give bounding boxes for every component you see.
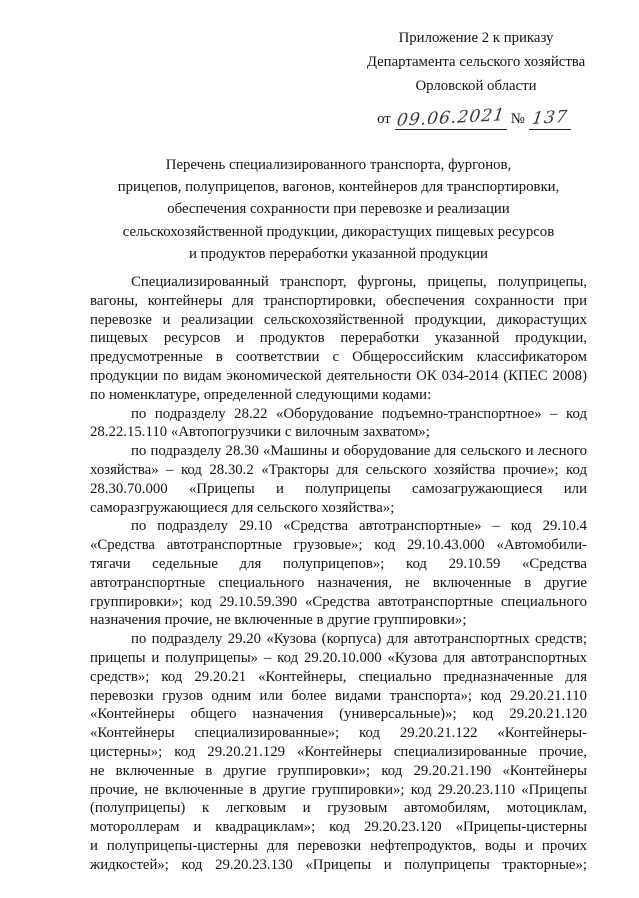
title-line: и продуктов переработки указанной продукции (189, 245, 488, 262)
body-line: по номенклатуре, определенной следующими кодами: (90, 386, 432, 403)
appendix-header (352, 26, 600, 130)
order-number-field (529, 103, 571, 130)
handwritten-order-number: 137 (530, 107, 569, 129)
paragraph-section-28-22 (90, 405, 587, 443)
appendix-label: Приложение 2 к приказу (398, 30, 554, 46)
title-line: обеспечения сохранности при перевозке и реализации (167, 201, 510, 218)
body-line: жидкостей»; код 29.20.23.130 «Прицепы и полуприцепы тракторные»; (90, 856, 587, 873)
document-title (90, 154, 587, 265)
body-line: мотороллерам и квадрациклам»; код 29.20.23.120 «Прицепы-цистерны (90, 819, 587, 836)
body-line: средств»; код 29.20.21 «Контейнеры, специально предназначенные для (90, 668, 587, 685)
body-line: перевозки грузов одним или более видами транспорта»; код 29.20.21.110 (90, 687, 587, 704)
title-line: Перечень специализированного транспорта, фургонов, (165, 157, 512, 173)
body-line: группировки»; код 29.10.59.390 «Средства автотранспортные специального (90, 593, 587, 610)
body-line: предусмотренные в соответствии с Общероссийским классификатором (90, 349, 587, 366)
body-line: по подразделу 29.20 «Кузова (корпуса) для автотранспортных средств; (131, 631, 587, 648)
number-sign: № (510, 111, 525, 127)
handwritten-date: 09.06.2021 (395, 105, 507, 131)
order-date-field (395, 103, 507, 130)
body-line: саморазгружающиеся для сельского хозяйства»; (90, 499, 395, 516)
body-line: Специализированный транспорт, фургоны, прицепы, полуприцепы, (131, 274, 587, 290)
body-line: «Контейнеры специализированные»; код 29.20.21.122 «Контейнеры- (90, 725, 587, 742)
date-prefix: от (377, 111, 391, 127)
paragraph-intro (90, 273, 587, 405)
department-name: Департамента сельского хозяйства (366, 54, 586, 70)
order-date-line (352, 100, 600, 130)
body-line: цистерны»; код 29.20.21.129 «Контейнеры специализированные прочие, (90, 743, 587, 760)
body-line: не включенные в другие группировки»; код 29.20.21.190 «Контейнеры (90, 762, 587, 779)
title-line: прицепов, полуприцепов, вагонов, контейнеров для транспортировки, (117, 179, 560, 196)
paragraph-section-29-20 (90, 630, 587, 874)
body-line: тягачи седельные для полуприцепов»; код 29.10.59 «Средства (90, 555, 587, 572)
body-line: перевозке и реализации сельскохозяйственной продукции, дикорастущих (90, 311, 587, 328)
body-line: по подразделу 28.22 «Оборудование подъемно-транспортное» – код (131, 405, 587, 422)
body-line: «Средства автотранспортные грузовые»; код 29.10.43.000 «Автомобили- (90, 537, 587, 554)
body-line: прочие, не включенные в другие группировки»; код 29.20.23.110 «Прицепы (90, 781, 587, 798)
body-line: «Контейнеры общего назначения (универсальные)»; код 29.20.21.120 (90, 706, 587, 723)
body-line: вагоны, контейнеры для транспортировки, обеспечения сохранности при (90, 292, 587, 309)
body-line: пищевых ресурсов и продуктов переработки указанной продукции, (90, 330, 587, 347)
body-line: прицепы и полуприцепы» – код 29.20.10.000 «Кузова для автотранспортных (90, 649, 587, 666)
paragraph-section-28-30 (90, 442, 587, 517)
paragraph-section-29-10 (90, 517, 587, 630)
body-line: продукции по видам экономической деятельности ОК 034-2014 (КПЕС 2008) (90, 367, 587, 384)
document-body (90, 273, 587, 875)
body-line: по подразделу 29.10 «Средства автотранспортные» – код 29.10.4 (131, 518, 587, 535)
body-line: по подразделу 28.30 «Машины и оборудование для сельского и лесного (131, 443, 587, 460)
body-line: автотранспортные специального назначения, не включенные в другие (90, 574, 587, 591)
body-line: 28.30.70.000 «Прицепы и полуприцепы самозагружающиеся или (90, 480, 587, 497)
body-line: назначения прочие, не включенные в другие группировки»; (90, 612, 467, 629)
body-line: и полуприцепы-цистерны для перевозки нефтепродуктов, воды и прочих (90, 837, 587, 854)
body-line: хозяйства» – код 28.30.2 «Тракторы для сельского хозяйства прочие»; код (90, 461, 587, 478)
title-line: сельскохозяйственной продукции, дикорастущих пищевых ресурсов (122, 223, 555, 240)
body-line: 28.22.15.110 «Автопогрузчики с вилочным захватом»; (90, 424, 430, 441)
body-line: (полуприцепы) к легковым и грузовым автомобилям, мотоциклам, (90, 800, 587, 817)
region-name: Орловской области (415, 78, 537, 94)
